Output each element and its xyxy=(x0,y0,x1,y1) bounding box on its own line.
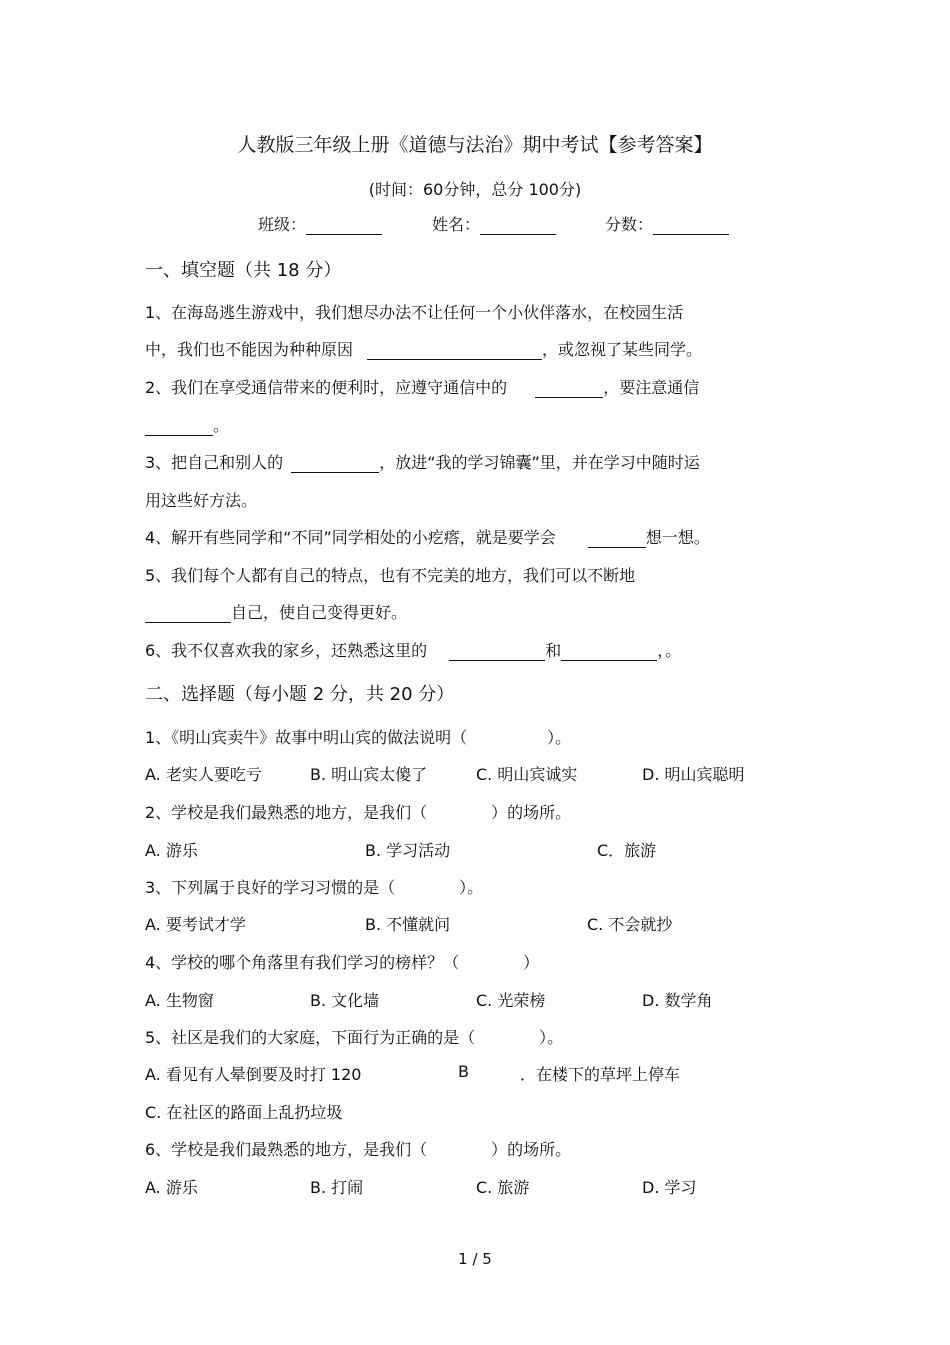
choice-q5-option-a: A. 看见有人晕倒要及时打 120 xyxy=(145,1065,362,1084)
name-blank xyxy=(480,216,556,235)
fill-q6 xyxy=(145,638,681,661)
choice-q3-option-b: B. 不懂就问 xyxy=(365,915,451,934)
fill-q2-line1 xyxy=(145,375,699,398)
fill-q1-line1: 1、在海岛逃生游戏中，我们想尽办法不让任何一个小伙伴落水，在校园生活 xyxy=(145,303,684,322)
fill-q1-line2 xyxy=(145,337,702,360)
choice-q4-option-b: B. 文化墙 xyxy=(310,991,380,1010)
fill-q4-blank xyxy=(588,529,646,548)
fill-q5-line1: 5、我们每个人都有自己的特点，也有不完美的地方，我们可以不断地 xyxy=(145,566,636,585)
choice-q6-option-d: D. 学习 xyxy=(642,1178,697,1197)
fill-q2-line2 xyxy=(145,413,229,436)
fill-q2-text-a: 2、我们在享受通信带来的便利时，应遵守通信中的 xyxy=(145,378,508,397)
choice-q5-option-c: C. 在社区的路面上乱扔垃圾 xyxy=(145,1103,343,1122)
choice-q3-option-a: A. 要考试才学 xyxy=(145,915,246,934)
class-blank xyxy=(306,216,382,235)
choice-q1-option-c: C. 明山宾诚实 xyxy=(476,765,578,784)
fill-q6-text-a: 6、我不仅喜欢我的家乡，还熟悉这里的 xyxy=(145,641,428,660)
fill-q4-text-a: 4、解开有些同学和“不同”同学相处的小疙瘩，就是要学会 xyxy=(145,528,556,547)
choice-q4-option-d: D. 数学角 xyxy=(642,991,713,1010)
score-blank xyxy=(653,216,729,235)
fill-q1-text-b: ，或忽视了某些同学。 xyxy=(542,340,703,359)
fill-q3-text-b: ，放进“我的学习锦囊”里，并在学习中随时运 xyxy=(379,453,700,472)
fill-q2-text-b: ，要注意通信 xyxy=(603,378,700,397)
choice-q4-stem: 4、学校的哪个角落里有我们学习的榜样？（ ） xyxy=(145,953,540,972)
fill-q5-line2 xyxy=(145,600,407,623)
choice-q1-option-a: A. 老实人要吃亏 xyxy=(145,765,262,784)
choice-q5-option-b-letter: B xyxy=(458,1062,469,1081)
section-choice-title: 二、选择题（每小题 2 分，共 20 分） xyxy=(145,684,455,705)
page-number: 1 / 5 xyxy=(458,1250,492,1268)
fill-q6-blank-1 xyxy=(449,642,545,661)
fill-q2-blank-1 xyxy=(535,379,603,398)
class-field xyxy=(258,212,382,235)
fill-q3-line1 xyxy=(145,450,700,473)
score-field xyxy=(605,212,729,235)
choice-q6-option-c: C. 旅游 xyxy=(476,1178,530,1197)
fill-q3-text-a: 3、把自己和别人的 xyxy=(145,453,284,472)
fill-q2-text-end: 。 xyxy=(213,416,230,435)
choice-q6-stem: 6、学校是我们最熟悉的地方，是我们（ ）的场所。 xyxy=(145,1140,572,1159)
name-label: 姓名： xyxy=(432,215,481,234)
fill-q5-blank xyxy=(145,604,231,623)
fill-q6-text-b: 和 xyxy=(545,641,562,660)
choice-q1-option-d: D. 明山宾聪明 xyxy=(642,765,745,784)
page-title: 人教版三年级上册《道德与法治》期中考试【参考答案】 xyxy=(237,134,713,156)
fill-q3-line2: 用这些好方法。 xyxy=(145,491,258,510)
choice-q2-stem: 2、学校是我们最熟悉的地方，是我们（ ）的场所。 xyxy=(145,803,572,822)
choice-q1-option-b: B. 明山宾太傻了 xyxy=(310,765,428,784)
fill-q2-blank-2 xyxy=(145,417,213,436)
choice-q6-option-b: B. 打闹 xyxy=(310,1178,364,1197)
choice-q2-option-c: C．旅游 xyxy=(597,841,657,860)
choice-q5-stem: 5、社区是我们的大家庭，下面行为正确的是（ ）。 xyxy=(145,1028,564,1047)
choice-q4-option-a: A. 生物窗 xyxy=(145,991,214,1010)
name-field xyxy=(432,212,556,235)
fill-q6-blank-2 xyxy=(561,642,657,661)
section-fill-blank-title: 一、填空题（共 18 分） xyxy=(145,260,342,281)
fill-q6-text-c: ，。 xyxy=(657,641,682,660)
fill-q1-blank xyxy=(367,341,542,360)
choice-q1-stem: 1、《明山宾卖牛》故事中明山宾的做法说明（ ）。 xyxy=(145,728,572,747)
choice-q3-option-c: C. 不会就抄 xyxy=(587,915,673,934)
fill-q1-text-a: 中，我们也不能因为种种原因 xyxy=(145,340,354,359)
choice-q3-stem: 3、下列属于良好的学习习惯的是（ ）。 xyxy=(145,878,484,897)
choice-q2-option-a: A. 游乐 xyxy=(145,841,198,860)
choice-q6-option-a: A. 游乐 xyxy=(145,1178,198,1197)
fill-q4 xyxy=(145,525,710,548)
score-label: 分数： xyxy=(605,215,654,234)
class-label: 班级： xyxy=(258,215,307,234)
fill-q3-blank xyxy=(291,454,379,473)
fill-q5-text-b: 自己，使自己变得更好。 xyxy=(231,603,408,622)
choice-q5-option-b-text: ．在楼下的草坪上停车 xyxy=(520,1065,681,1084)
choice-q2-option-b: B. 学习活动 xyxy=(365,841,451,860)
exam-time-info: (时间：60分钟，总分 100分) xyxy=(368,180,582,199)
fill-q4-text-b: 想一想。 xyxy=(645,528,710,547)
choice-q4-option-c: C. 光荣榜 xyxy=(476,991,546,1010)
